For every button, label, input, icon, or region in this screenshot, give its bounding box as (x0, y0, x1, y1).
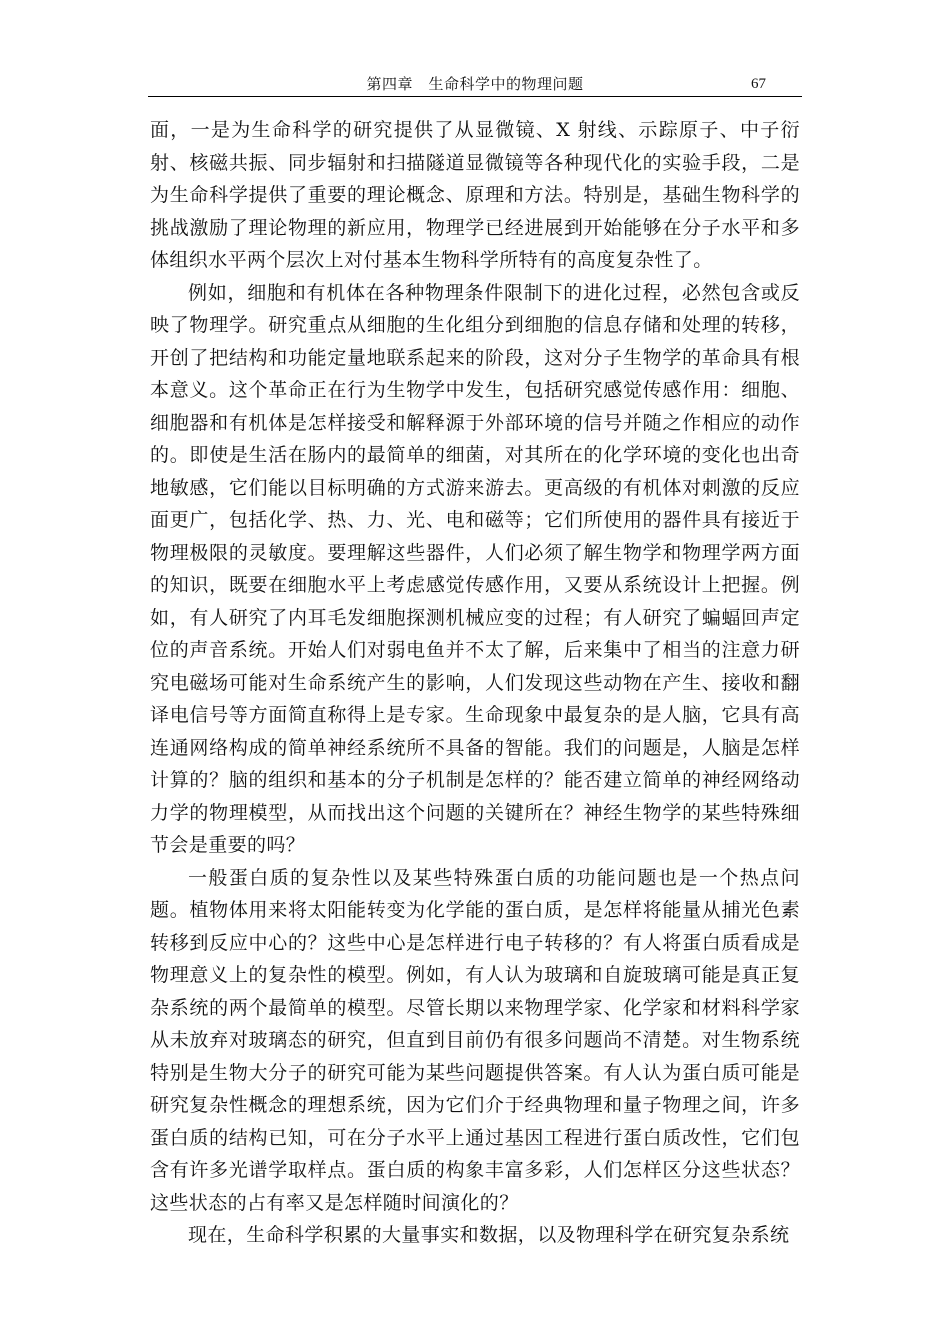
paragraph: 一般蛋白质的复杂性以及某些特殊蛋白质的功能问题也是一个热点问题。植物体用来将太阳能转变为化学能的蛋白质，是怎样将能量从捕光色素转移到反应中心的？这些中心是怎样进行电子转移的？有人将蛋白质看成是物理意义上的复杂性的模型。例如，有人认为玻璃和自旋玻璃可能是真正复杂系统的两个最简单的模型。尽管长期以来物理学家、化学家和材料科学家从未放弃对玻璃态的研究，但直到目前仍有很多问题尚不清楚。对生物系统特别是生物大分子的研究可能为某些问题提供答案。有人认为蛋白质可能是研究复杂性概念的理想系统，因为它们介于经典物理和量子物理之间，许多蛋白质的结构已知，可在分子水平上通过基因工程进行蛋白质改性，它们包含有许多光谱学取样点。蛋白质的构象丰富多彩，人们怎样区分这些状态？这些状态的占有率又是怎样随时间演化的？ (150, 866, 800, 1214)
page-number: 67 (751, 76, 766, 92)
running-header (148, 74, 802, 97)
paragraph: 例如，细胞和有机体在各种物理条件限制下的进化过程，必然包含或反映了物理学。研究重点从细胞的生化组分到细胞的信息存储和处理的转移，开创了把结构和功能定量地联系起来的阶段，这对分子生物学的革命具有根本意义。这个革命正在行为生物学中发生，包括研究感觉传感作用：细胞、细胞器和有机体是怎样接受和解释源于外部环境的信号并随之作相应的动作的。即使是生活在肠内的最简单的细菌，对其所在的化学环境的变化也出奇地敏感，它们能以目标明确的方式游来游去。更高级的有机体对刺激的反应面更广，包括化学、热、力、光、电和磁等；它们所使用的器件具有接近于物理极限的灵敏度。要理解这些器件，人们必须了解生物学和物理学两方面的知识，既要在细胞水平上考虑感觉传感作用，又要从系统设计上把握。例如，有人研究了内耳毛发细胞探测机械应变的过程；有人研究了蝙蝠回声定位的声音系统。开始人们对弱电鱼并不太了解，后来集中了相当的注意力研究电磁场可能对生命系统产生的影响，人们发现这些动物在产生、接收和翻译电信号等方面简直称得上是专家。生命现象中最复杂的是人脑，它具有高连通网络构成的简单神经系统所不具备的智能。我们的问题是，人脑是怎样计算的？脑的组织和基本的分子机制是怎样的？能否建立简单的神经网络动力学的物理模型，从而找出这个问题的关键所在？神经生物学的某些特殊细节会是重要的吗？ (150, 281, 800, 856)
paragraph: 现在，生命科学积累的大量事实和数据，以及物理科学在研究复杂系统 (188, 1224, 790, 1246)
chapter-title: 第四章 生命科学中的物理问题 (366, 75, 584, 93)
paragraph-continued: 面，一是为生命科学的研究提供了从显微镜、X 射线、示踪原子、中子衍射、核磁共振、同步辐射和扫描隧道显微镜等各种现代化的实验手段，二是为生命科学提供了重要的理论概念、原理和方法。特别是，基础生物科学的挑战激励了理论物理的新应用，物理学已经进展到开始能够在分子水平和多体组织水平两个层次上对付基本生物科学所特有的高度复杂性了。 (150, 119, 800, 271)
body-text (150, 114, 800, 1252)
